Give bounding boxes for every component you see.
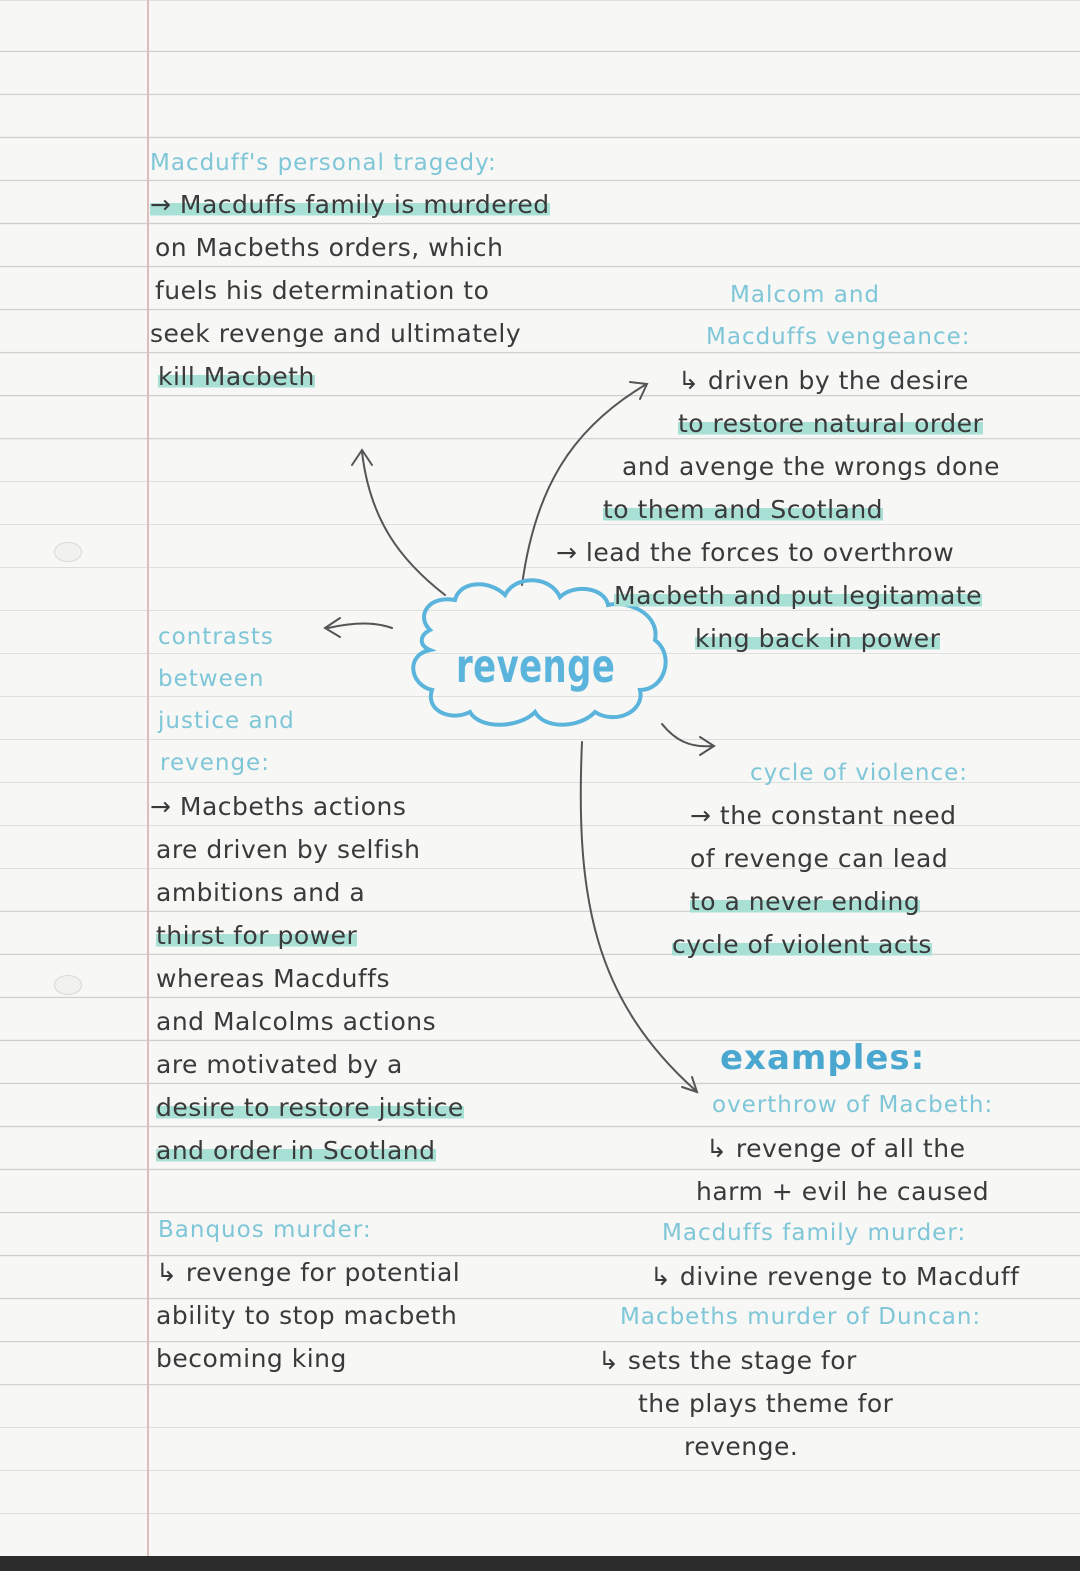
arrow-to-examples <box>581 742 695 1090</box>
banquo-line: ability to stop macbeth <box>156 1301 458 1330</box>
macduff-tragedy-line: → Macduffs family is murdered <box>150 190 550 219</box>
example-heading: Macduffs family murder: <box>662 1220 967 1246</box>
malcolm-macduff-line: and avenge the wrongs done <box>622 452 1001 481</box>
example-line: ↳ revenge of all the <box>706 1134 966 1163</box>
cycle-line: → the constant need <box>690 801 957 830</box>
example-line: ↳ sets the stage for <box>598 1346 857 1375</box>
malcolm-macduff-line: → lead the forces to overthrow <box>556 538 955 567</box>
banquo-line: ↳ revenge for potential <box>156 1258 461 1287</box>
macduff-tragedy-line: seek revenge and ultimately <box>150 319 522 348</box>
example-line: revenge. <box>684 1432 799 1461</box>
malcolm-macduff-line: to them and Scotland <box>603 495 884 524</box>
malcolm-macduff-line: king back in power <box>695 624 941 653</box>
arrow-to-contrasts <box>328 624 392 629</box>
macduff-tragedy-heading: Macduff's personal tragedy: <box>150 150 497 176</box>
macduff-tragedy-line: kill Macbeth <box>158 362 315 391</box>
macduff-tragedy-line: on Macbeths orders, which <box>155 233 504 262</box>
example-line: ↳ divine revenge to Macduff <box>650 1262 1020 1291</box>
malcolm-macduff-line: to restore natural order <box>678 409 984 438</box>
contrasts-line: and Malcolms actions <box>156 1007 437 1036</box>
contrasts-line: whereas Macduffs <box>156 964 391 993</box>
cycle-line: cycle of violent acts <box>672 930 932 959</box>
contrasts-heading: revenge: <box>160 750 270 776</box>
malcolm-macduff-line: Macbeth and put legitamate <box>614 581 983 610</box>
contrasts-line: thirst for power <box>156 921 358 950</box>
contrasts-line: ambitions and a <box>156 878 366 907</box>
example-line: the plays theme for <box>638 1389 894 1418</box>
contrasts-heading: justice and <box>158 708 295 734</box>
contrasts-heading: contrasts <box>158 624 274 650</box>
cycle-line: to a never ending <box>690 887 921 916</box>
cycle-heading: cycle of violence: <box>750 760 968 786</box>
contrasts-heading: between <box>158 666 265 692</box>
contrasts-line: and order in Scotland <box>156 1136 436 1165</box>
arrow-to-cycle <box>662 724 712 746</box>
banquo-line: becoming king <box>156 1344 347 1373</box>
banquo-heading: Banquos murder: <box>158 1217 372 1243</box>
contrasts-line: are motivated by a <box>156 1050 403 1079</box>
contrasts-line: are driven by selfish <box>156 835 421 864</box>
center-label: revenge <box>456 639 616 693</box>
example-line: harm + evil he caused <box>696 1177 990 1206</box>
malcolm-macduff-line: ↳ driven by the desire <box>678 366 969 395</box>
arrow-to-macduff-tragedy <box>362 452 445 595</box>
contrasts-line: → Macbeths actions <box>150 792 407 821</box>
examples-title: examples: <box>720 1038 926 1078</box>
macduff-tragedy-line: fuels his determination to <box>155 276 490 305</box>
malcolm-macduff-heading-2: Macduffs vengeance: <box>706 324 971 350</box>
malcolm-macduff-heading-1: Malcom and <box>730 282 881 308</box>
arrowhead <box>630 382 647 399</box>
example-heading: Macbeths murder of Duncan: <box>620 1304 982 1330</box>
example-heading: overthrow of Macbeth: <box>712 1092 994 1118</box>
contrasts-line: desire to restore justice <box>156 1093 464 1122</box>
cycle-line: of revenge can lead <box>690 844 949 873</box>
